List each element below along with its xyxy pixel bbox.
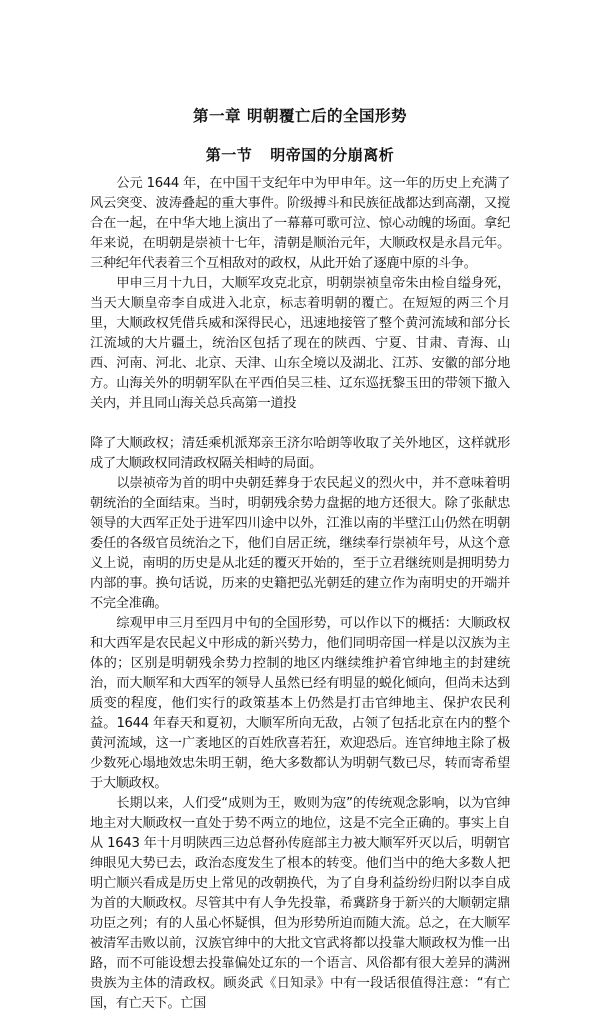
section-title: 明帝国的分崩离析: [270, 146, 395, 164]
paragraph: 长期以来，人们受“成则为王，败则为寇”的传统观念影响，以为官绅地主对大顺政权一直处于势不两立的地位，这是不完全正确的。事实上自从 1643 年十月明陕西三边总督孙传庭部主力被大顺军歼灭以后，明朝官绅眼见大势已去，政治态度发生了根本的转变。他们当中的绝大多数人把明亡顺兴看成是历史上常见的改朝换代，为了自身利益纷纷归附以李自成为首的大顺政权。尽管其中有人争先投靠，希冀跻身于新兴的大顺朝定鼎功臣之列；有的人虽心怀疑惧，但为形势所迫而随大流。总之，在大顺军被清军击败以前，汉族官绅中的大批文官武将都以投靠大顺政权为惟一出路，而不可能设想去投靠偏处辽东的一个语言、风俗都有很大差异的满洲贵族为主体的清政权。顾炎武《日知录》中有一段话很值得注意：“有亡国，有亡天下。亡国: [90, 796, 510, 1011]
chapter-title: 第一章 明朝覆亡后的全国形势: [193, 107, 407, 125]
paragraph: 以崇祯帝为首的明中央朝廷葬身于农民起义的烈火中，并不意味着明朝统治的全面结束。当时，明朝残余势力盘据的地方还很大。除了张献忠领导的大西军正处于进军四川途中以外，江淮以南的半壁江山仍然在明朝委任的各级官员统治之下，他们自居正统，继续奉行崇祯年号，从这个意义上说，南明的历史是从北廷的覆灭开始的，至于立君继统则是拥明势力内部的事。换句话说，历来的史籍把弘光朝廷的建立作为南明史的开端并不完全准确。: [90, 476, 510, 611]
section-heading: [0, 144, 600, 165]
paragraph: 公元 1644 年，在中国干支纪年中为甲申年。这一年的历史上充满了风云突变、波涛叠起的重大事件。阶级搏斗和民族征战都达到高潮，又搅合在一起，在中华大地上演出了一幕幕可歌可泣、惊心动魄的场面。拿纪年来说，在明朝是崇祯十七年，清朝是顺治元年，大顺政权是永昌元年。三种纪年代表着三个互相敌对的政权，从此开始了逐鹿中原的斗争。: [90, 176, 510, 271]
section-number: 第一节: [205, 146, 253, 164]
body-text: [90, 174, 510, 1014]
paragraph-continuation: 降了大顺政权；清廷乘机派郑亲王济尔哈朗等收取了关外地区，这样就形成了大顺政权同清政权隔关相峙的局面。: [90, 436, 510, 471]
paragraph: 甲申三月十九日，大顺军攻克北京，明朝崇祯皇帝朱由检自缢身死，当天大顺皇帝李自成进入北京，标志着明朝的覆亡。在短短的两三个月里，大顺政权凭借兵威和深得民心，迅速地接管了整个黄河流域和部分长江流域的大片疆土，统治区包括了现在的陕西、宁夏、甘肃、青海、山西、河南、河北、北京、天津、山东全境以及湖北、江苏、安徽的部分地方。山海关外的明朝军队在平西伯吴三桂、辽东巡抚黎玉田的带领下撤入关内，并且同山海关总兵高第一道投: [90, 276, 510, 411]
paragraph: 综观甲申三月至四月中旬的全国形势，可以作以下的概括：大顺政权和大西军是农民起义中形成的新兴势力，他们同明帝国一样是以汉族为主体的；区别是明朝残余势力控制的地区内继续维护着官绅地主的封建统治，而大顺军和大西军的领导人虽然已经有明显的蜕化倾向，但尚未达到质变的程度，他们实行的政策基本上仍然是打击官绅地主、保护农民利益。1644 年春天和夏初，大顺军所向无敌，占领了包括北京在内的整个黄河流域，这一广袤地区的百姓欣喜若狂，欢迎恐后。连官绅地主除了极少数死心塌地效忠朱明王朝，绝大多数都认为明朝气数已尽，转而寄希望于大顺政权。: [90, 616, 510, 791]
